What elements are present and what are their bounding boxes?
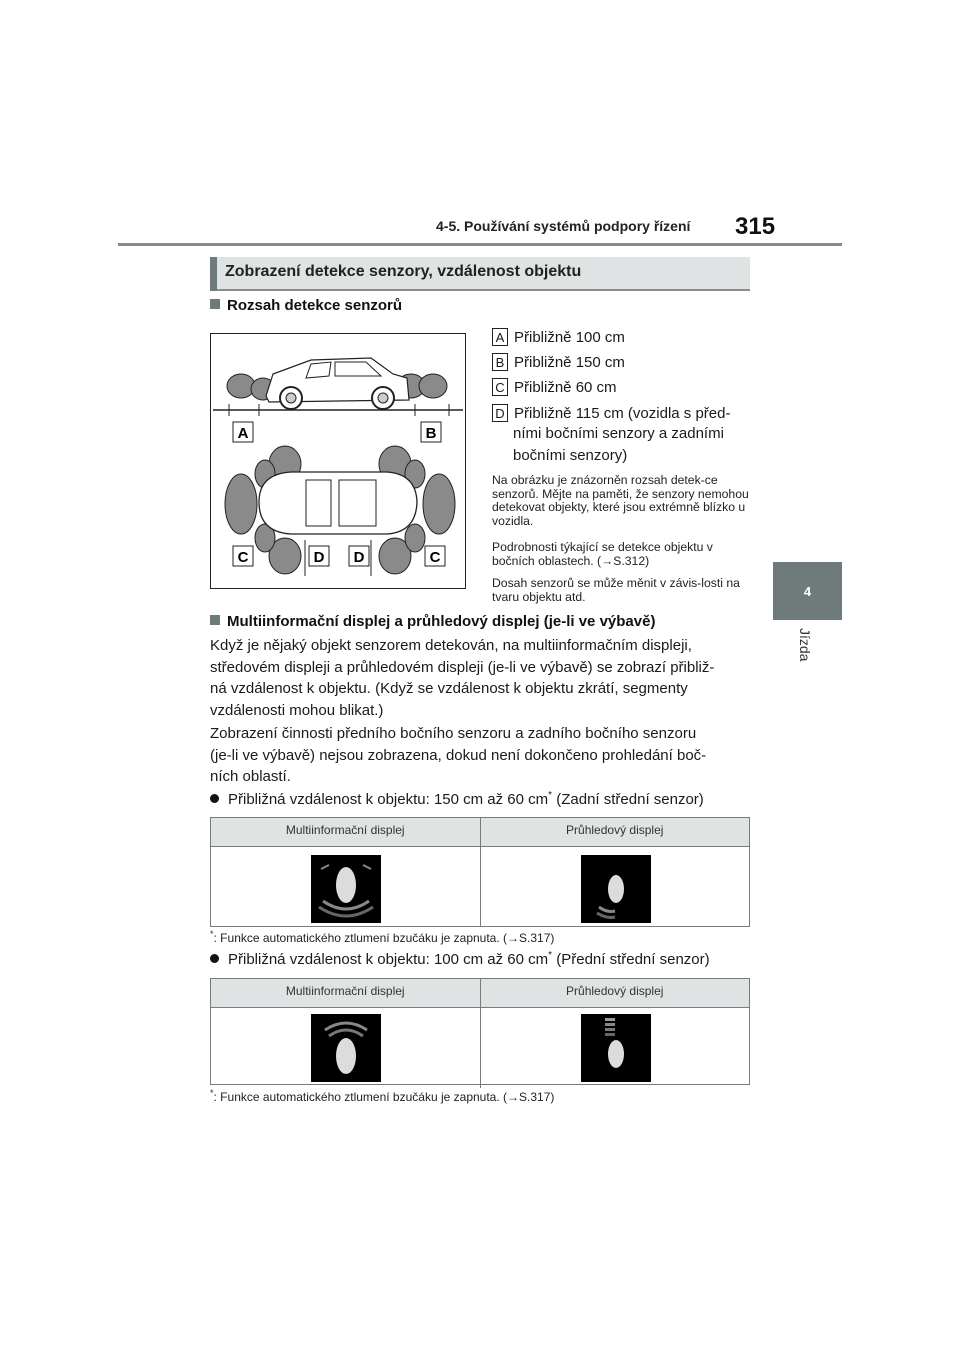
car-display-icon [311,1014,381,1082]
legend-text-a: Přibližně 100 cm [514,329,625,346]
bullet-dot-icon [210,954,219,963]
chapter-tab-label: Jízda [797,628,813,662]
label-c-left [233,546,253,566]
sensor-range-figure [210,333,466,589]
car-side-view [213,358,463,416]
car-top-view [225,446,455,576]
table-cell-multi [211,1008,481,1088]
subheading-text: Rozsah detekce senzorů [227,297,403,314]
square-bullet-icon [210,615,220,625]
table-cell-hud [481,847,750,927]
note-range-illustration: Na obrázku je znázorněn rozsah detek-ce senzorů. Mějte na paměti, že senzory nemohou detekovat objekty, které jsou extrémně blízko u vozidla. [492,473,749,528]
legend-item-d [492,404,730,422]
footnote-rear [210,929,554,945]
footnote-marker: * [210,1088,214,1098]
legend-text-b: Přibližně 150 cm [514,354,625,371]
table-cell-hud [481,1008,750,1088]
svg-text:C: C [429,549,441,566]
paragraph-line: ních oblastí. [210,768,291,785]
svg-text:D: D [353,549,365,566]
section-header [210,257,750,291]
column-header-hud: Průhledový displej [566,823,664,837]
legend-item-b [492,353,625,371]
hud-display-rear-image [581,855,651,923]
footnote-marker: * [548,790,553,801]
paragraph-line: Zobrazení činnosti předního bočního senzoru a zadního bočního senzoru [210,725,697,742]
legend-text-d: Přibližně 115 cm (vozidla s před- [514,405,731,422]
bullet-front-sensor [210,950,710,968]
paragraph-line: vzdálenosti mohou blikat.) [210,701,384,719]
paragraph-side-sensor [210,723,755,788]
label-d-right [349,546,369,566]
multi-display-front-image [311,1014,381,1082]
display-table-rear [210,817,750,927]
bullet-text: Přibližná vzdálenost k objektu: 100 cm až 60 cm [228,951,549,968]
table-cell-multi [211,847,481,927]
table-row [211,847,749,927]
section-header-bar [210,257,217,291]
sensor-range-diagram [211,334,465,588]
footnote-text: : Funkce automatického ztlumení bzučáku je zapnuta. (→S.317) [213,1090,555,1104]
legend-key-d: D [492,404,508,422]
table-row [211,1008,749,1088]
bullet-dot-icon [210,794,219,803]
column-header-hud: Průhledový displej [566,984,664,998]
label-c-right [425,546,445,566]
paragraph-line: (je-li ve výbavě) nejsou zobrazena, dokud není dokončeno prohledání boč- [210,746,707,764]
square-bullet-icon [210,299,220,309]
legend-text-c: Přibližně 60 cm [514,379,617,396]
legend-key-c: C [492,378,508,396]
subheading-text: Multiinformační displej a průhledový displej (je-li ve výbavě) [227,613,656,630]
car-display-icon [581,855,651,923]
bullet-text: Přibližná vzdálenost k objektu: 150 cm až 60 cm [228,791,549,808]
car-display-icon [581,1014,651,1082]
subheading-detection-range [210,297,402,314]
subheading-displays [210,613,655,630]
paragraph-display-info [210,635,755,721]
bullet-rear-sensor [210,790,704,808]
chapter-section-title: 4-5. Používání systémů podpory řízení [436,218,691,234]
legend-key-a: A [492,328,508,346]
footnote-marker: * [210,929,214,939]
column-header-multi: Multiinformační displej [211,979,481,1007]
section-title: Zobrazení detekce senzory, vzdálenost objektu [225,263,582,280]
table-header [211,818,749,847]
header-rule [118,243,842,246]
svg-text:A: A [237,425,249,442]
paragraph-line: Když je nějaký objekt senzorem detekován, na multiinformačním displeji, [210,637,692,654]
table-header [211,979,749,1008]
multi-display-rear-image [311,855,381,923]
legend-item-c [492,378,617,396]
footnote-front [210,1088,554,1104]
column-header-multi: Multiinformační displej [211,818,481,846]
chapter-tab: 4 [773,562,842,620]
footnote-text: : Funkce automatického ztlumení bzučáku je zapnuta. (→S.317) [213,931,555,945]
label-b [421,422,441,442]
bullet-text-suffix: (Přední střední senzor) [552,951,710,968]
note-range-variation: Dosah senzorů se může měnit v závis-losti na tvaru objektu atd. [492,576,740,604]
svg-text:B: B [425,425,437,442]
label-a [233,422,253,442]
legend-text-d-line3: bočními senzory) [513,447,628,464]
svg-text:C: C [237,549,249,566]
footnote-marker: * [548,950,553,961]
display-table-front [210,978,750,1085]
label-d-left [309,546,329,566]
paragraph-line: ná vzdálenost k objektu. (Když se vzdálenost k objektu zkrátí, segmenty [210,680,688,697]
note-side-detection: Podrobnosti týkající se detekce objektu v bočních oblastech. (→S.312) [492,540,713,568]
hud-display-front-image [581,1014,651,1082]
legend-text-d-line2: ními bočními senzory a zadními [513,425,724,442]
car-display-icon [311,855,381,923]
bullet-text-suffix: (Zadní střední senzor) [552,791,704,808]
page-number: 315 [735,213,776,240]
legend-key-b: B [492,353,508,371]
legend-item-a [492,328,625,346]
svg-text:D: D [313,549,325,566]
paragraph-line: středovém displeji a průhledovém displeji (je-li ve výbavě) se zobrazí přibliž- [210,658,715,676]
